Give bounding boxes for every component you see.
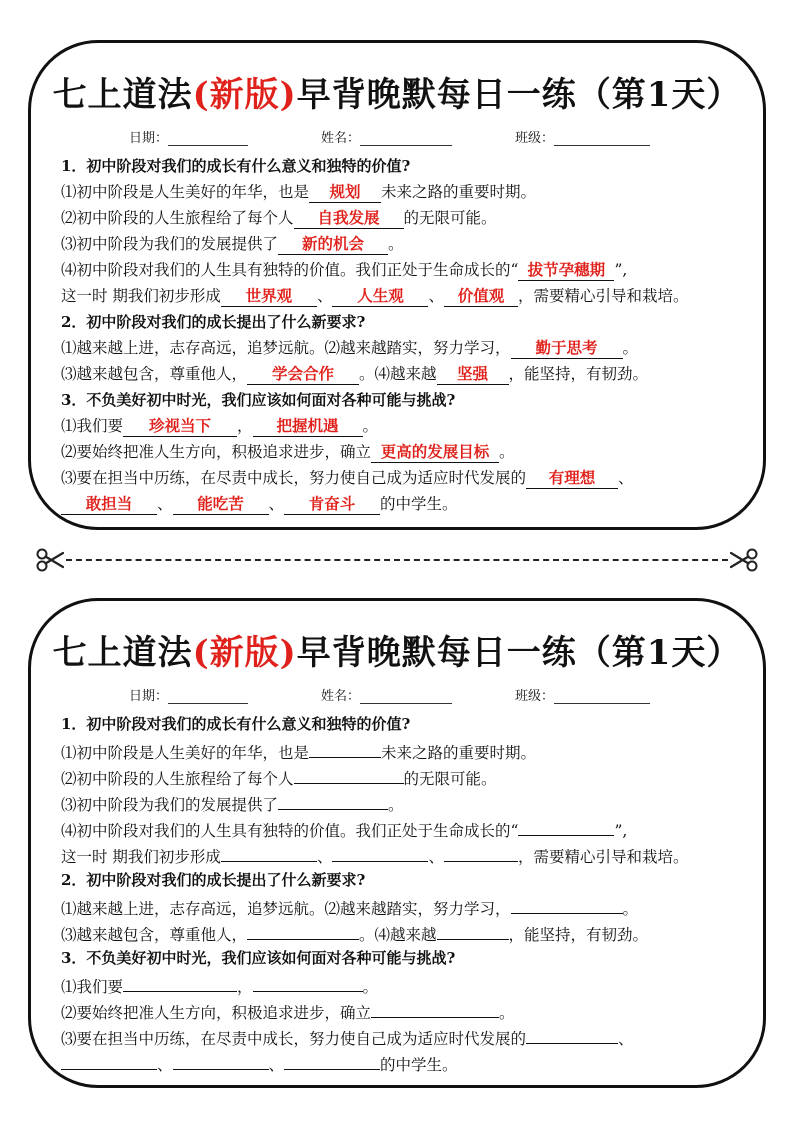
q3-line-4 [61,1049,761,1075]
answer-blank: 珍视当下 [123,416,237,437]
text: ⑴我们要 [61,978,124,996]
q1-line-3 [61,789,761,815]
class-line[interactable] [554,689,650,704]
fill-blank[interactable] [518,815,614,836]
text: ⑷初中阶段对我们的人生具有独特的价值。我们正处于生命成长的“ [61,261,519,279]
question-3: 3．不负美好初中时光，我们应该如何面对各种可能与挑战? [61,391,456,409]
text: ”, [614,822,628,840]
q1-line-5 [61,283,761,309]
date-field[interactable] [129,127,248,146]
answer-blank: 学会合作 [247,364,359,385]
q2-line-1 [61,893,761,919]
text: 。 [622,339,639,357]
text: ，需要精心引导和栽培。 [517,848,689,866]
q1-line-2 [61,205,761,231]
scissors-icon [36,548,64,572]
q1-line-5 [61,841,761,867]
text: 、 [157,495,173,513]
text: 的无限可能。 [403,770,497,788]
answer-blank: 把握机遇 [253,416,363,437]
question-2: 2．初中阶段对我们的成长提出了什么新要求? [61,871,366,889]
date-label: 日期： [129,689,169,704]
text: 未来之路的重要时期。 [381,183,537,201]
text: 。 [388,796,404,814]
text: 。 [499,1004,515,1022]
text: ⑶越来越包含，尊重他人， [61,365,248,383]
answer-blank: 能吃苦 [173,494,269,515]
dashed-line [66,559,728,561]
name-field[interactable] [321,685,452,704]
text: ⑷初中阶段对我们的人生具有独特的价值。我们正处于生命成长的“ [61,822,519,840]
text: ⑵初中阶段的人生旅程给了每个人 [61,770,294,788]
fill-blank[interactable] [247,919,359,940]
q3-line-3 [61,465,761,491]
name-line[interactable] [360,689,452,704]
q3-line-4 [61,491,761,517]
text: 、 [428,848,444,866]
question-1: 1．初中阶段对我们的成长有什么意义和独特的价值? [61,715,411,733]
text: 。 [362,978,379,996]
text: ⑶初中阶段为我们的发展提供了 [61,796,279,814]
q1-line-1 [61,179,761,205]
class-field[interactable] [515,685,650,704]
text: 、 [428,287,444,305]
text: 、 [618,469,634,487]
q2-line-2 [61,361,761,387]
fill-blank[interactable] [221,841,317,862]
name-label: 姓名： [321,131,361,146]
answer-blank: 坚强 [437,364,509,385]
date-field[interactable] [129,685,248,704]
text: 。⑷越来越 [359,926,437,944]
fill-blank[interactable] [123,971,237,992]
title-suffix: 早背晚默每日一练（第1天） [296,75,742,115]
name-label: 姓名： [321,689,361,704]
date-line[interactable] [168,131,248,146]
scissors-icon [730,548,758,572]
questions-body [61,153,761,517]
q3-line-1 [61,971,761,997]
text: 。 [622,900,639,918]
worksheet-card-blank [28,598,766,1088]
fill-blank[interactable] [332,841,428,862]
text: ”, [614,261,628,279]
text: ⑵要始终把准人生方向，积极追求进步，确立 [61,1004,372,1022]
answer-blank: 世界观 [221,286,317,307]
q1-line-4 [61,815,761,841]
q3-line-2 [61,997,761,1023]
answer-blank: 价值观 [444,286,518,307]
q3-line-3 [61,1023,761,1049]
answer-blank: 新的机会 [278,234,388,255]
question-1: 1．初中阶段对我们的成长有什么意义和独特的价值? [61,157,411,175]
text: 、 [157,1056,173,1074]
fill-blank[interactable] [309,737,381,758]
text: 、 [268,1056,285,1074]
text: 。 [499,443,515,461]
fill-blank[interactable] [526,1023,618,1044]
text: 、 [316,287,333,305]
text: 这一时 期我们初步形成 [61,287,221,305]
date-label: 日期： [129,131,169,146]
question-3: 3．不负美好初中时光，我们应该如何面对各种可能与挑战? [61,949,456,967]
title-prefix: 七上道法 [52,75,193,115]
text: ，能坚持，有韧劲。 [508,365,649,383]
text: ⑴越来越上进，志存高远，追梦远航。⑵越来越踏实，努力学习， [61,900,511,918]
text: ⑴初中阶段是人生美好的年华，也是 [61,183,310,201]
text: ⑶要在担当中历练，在尽责中成长，努力使自己成为适应时代发展的 [61,1030,527,1048]
question-2: 2．初中阶段对我们的成长提出了什么新要求? [61,313,366,331]
text: 。 [388,235,404,253]
title-prefix: 七上道法 [52,633,193,673]
date-line[interactable] [168,689,248,704]
q2-line-2 [61,919,761,945]
worksheet-title [31,67,763,116]
q3-line-2 [61,439,761,465]
cut-line [36,548,758,572]
title-red: (新版) [192,75,297,115]
text: 、 [316,848,333,866]
text: 。⑷越来越 [359,365,437,383]
title-red: (新版) [192,633,297,673]
answer-blank: 敢担当 [61,494,157,515]
text: ⑴我们要 [61,417,124,435]
answer-blank: 有理想 [526,468,618,489]
fill-blank[interactable] [437,919,509,940]
class-field[interactable] [515,127,650,146]
q1-line-4 [61,257,761,283]
text: ， [237,978,253,996]
name-field[interactable] [321,127,452,146]
class-line[interactable] [554,131,650,146]
text: ， [237,417,253,435]
text: 、 [618,1030,634,1048]
text: ⑶要在担当中历练，在尽责中成长，努力使自己成为适应时代发展的 [61,469,527,487]
text: 未来之路的重要时期。 [381,744,537,762]
answer-blank: 肯奋斗 [284,494,380,515]
q1-line-1 [61,737,761,763]
q2-line-1 [61,335,761,361]
text: ⑵初中阶段的人生旅程给了每个人 [61,209,294,227]
text: 。 [362,417,379,435]
title-suffix: 早背晚默每日一练（第1天） [296,633,742,673]
text: 这一时 期我们初步形成 [61,848,221,866]
fill-blank[interactable] [278,789,388,810]
text: ⑶初中阶段为我们的发展提供了 [61,235,279,253]
text: ⑴初中阶段是人生美好的年华，也是 [61,744,310,762]
answer-blank: 拔节孕穗期 [518,260,614,281]
questions-body [61,711,761,1075]
answer-blank: 勤于思考 [511,338,623,359]
text: 的无限可能。 [403,209,497,227]
fill-blank[interactable] [371,997,499,1018]
text: ⑶越来越包含，尊重他人， [61,926,248,944]
text: ⑵要始终把准人生方向，积极追求进步，确立 [61,443,372,461]
q3-line-1 [61,413,761,439]
text: 的中学生。 [380,1056,458,1074]
fill-blank[interactable] [444,841,518,862]
name-line[interactable] [360,131,452,146]
fill-blank[interactable] [284,1049,380,1070]
fill-blank[interactable] [173,1049,269,1070]
text: ，需要精心引导和栽培。 [517,287,689,305]
text: ⑴越来越上进，志存高远，追梦远航。⑵越来越踏实，努力学习， [61,339,511,357]
fill-blank[interactable] [253,971,363,992]
fill-blank[interactable] [61,1049,157,1070]
q1-line-3 [61,231,761,257]
text: 的中学生。 [380,495,458,513]
text: ，能坚持，有韧劲。 [508,926,649,944]
answer-blank: 更高的发展目标 [371,442,499,463]
answer-blank: 规划 [309,182,381,203]
fill-blank[interactable] [294,763,404,784]
q1-line-2 [61,763,761,789]
text: 、 [268,495,285,513]
worksheet-title [31,625,763,674]
answer-blank: 自我发展 [294,208,404,229]
answer-blank: 人生观 [332,286,428,307]
class-label: 班级： [515,689,555,704]
class-label: 班级： [515,131,555,146]
worksheet-card-answers [28,40,766,530]
fill-blank[interactable] [511,893,623,914]
